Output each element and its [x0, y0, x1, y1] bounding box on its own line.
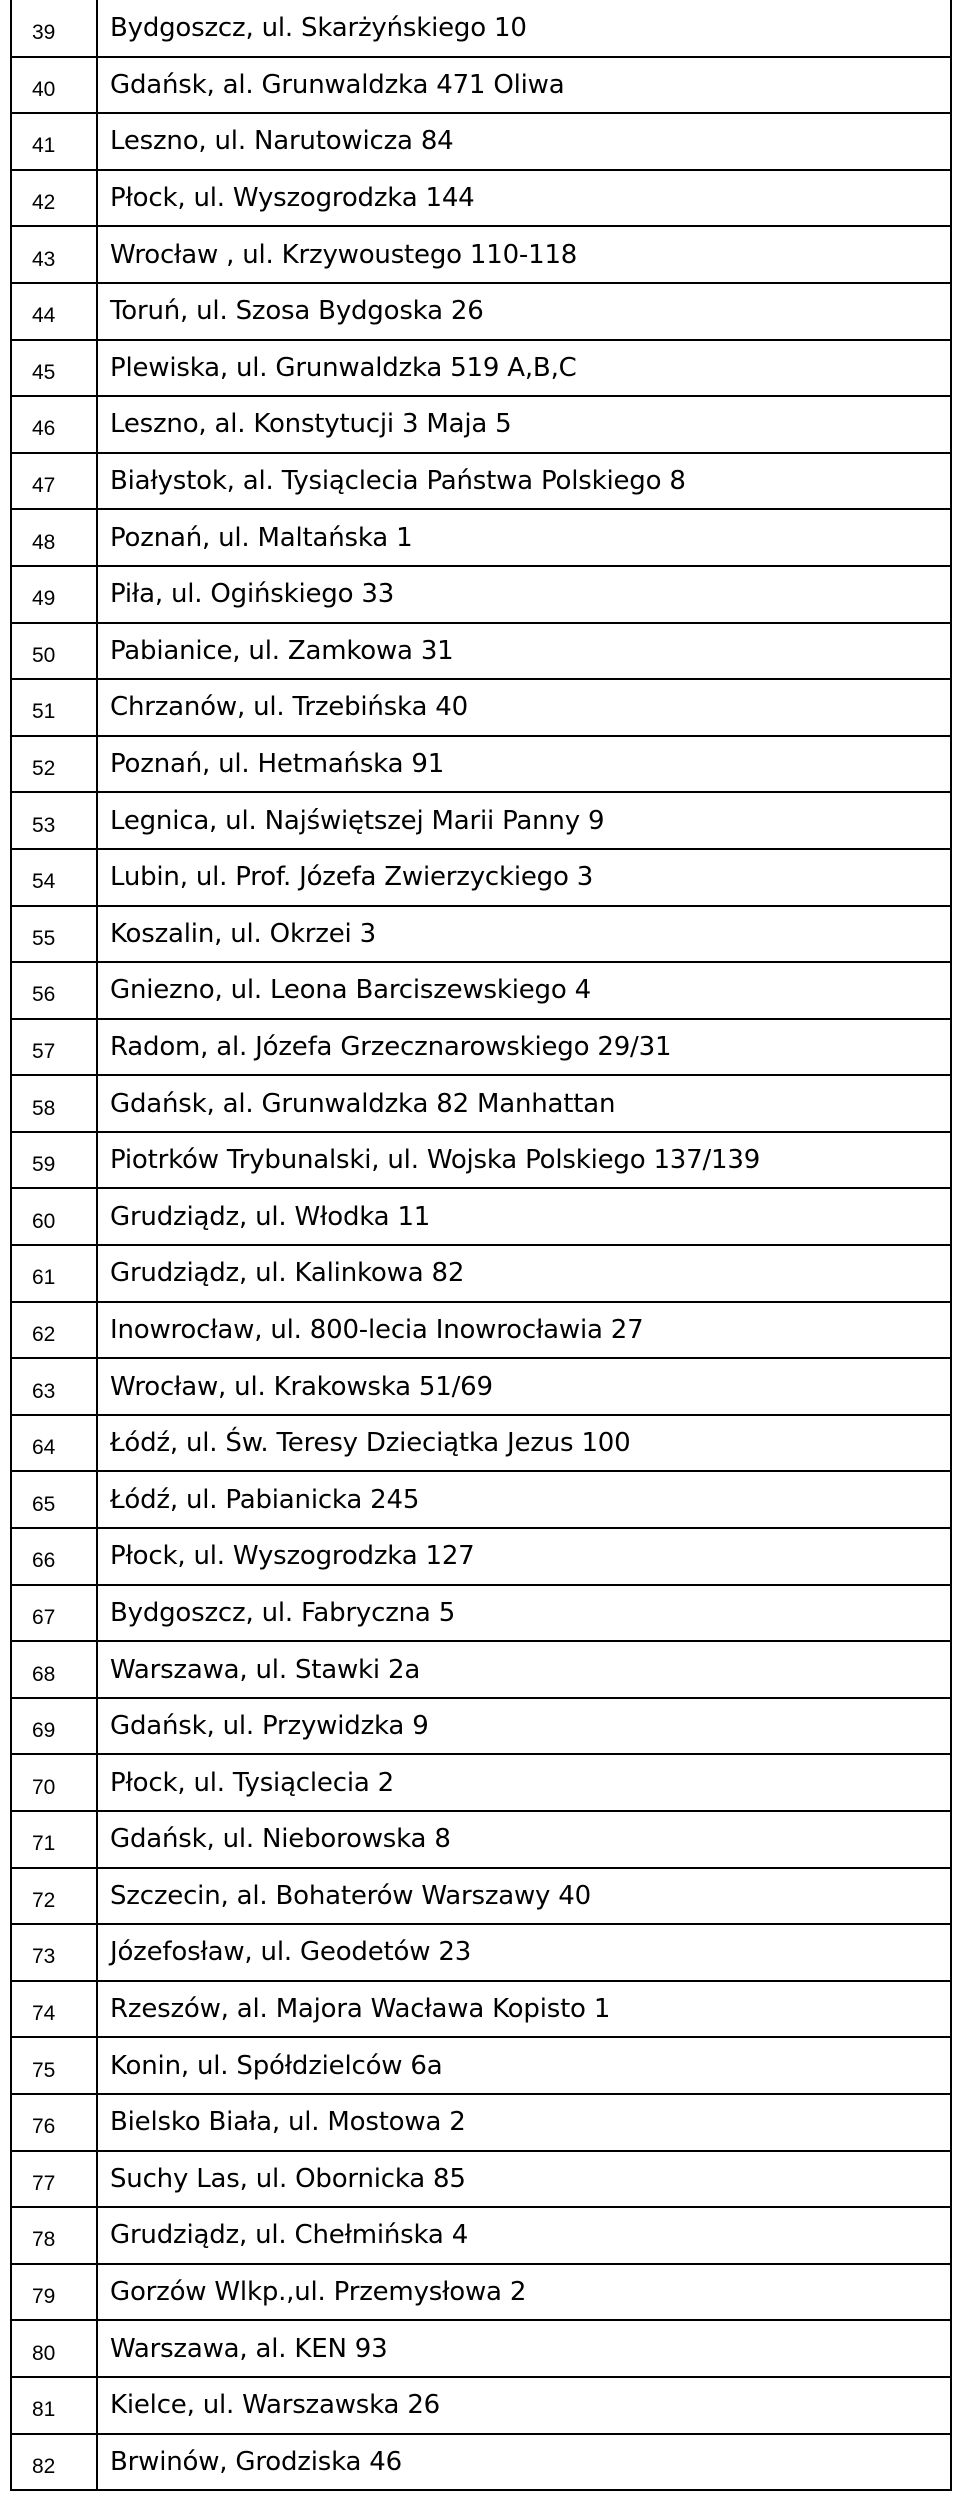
locations-table: [10, 0, 952, 2491]
table-row: [11, 1754, 951, 1811]
row-address: Gdańsk, al. Grunwaldzka 82 Manhattan: [97, 1075, 951, 1132]
row-address: Szczecin, al. Bohaterów Warszawy 40: [97, 1868, 951, 1925]
table-row: [11, 1245, 951, 1302]
row-number: 47: [11, 453, 97, 510]
row-number: 50: [11, 623, 97, 680]
row-address: Konin, ul. Spółdzielców 6a: [97, 2037, 951, 2094]
table-row: [11, 679, 951, 736]
row-address: Gdańsk, ul. Przywidzka 9: [97, 1698, 951, 1755]
row-address: Brwinów, Grodziska 46: [97, 2434, 951, 2491]
row-number: 56: [11, 962, 97, 1019]
row-address: Piła, ul. Ogińskiego 33: [97, 566, 951, 623]
table-row: [11, 1528, 951, 1585]
table-row: [11, 0, 951, 57]
row-number: 53: [11, 792, 97, 849]
row-address: Inowrocław, ul. 800-lecia Inowrocławia 27: [97, 1302, 951, 1359]
table-row: [11, 1471, 951, 1528]
table-row: [11, 962, 951, 1019]
table-row: [11, 2434, 951, 2491]
row-address: Grudziądz, ul. Chełmińska 4: [97, 2207, 951, 2264]
table-row: [11, 566, 951, 623]
row-number: 74: [11, 1981, 97, 2038]
row-number: 62: [11, 1302, 97, 1359]
table-row: [11, 1358, 951, 1415]
row-address: Piotrków Trybunalski, ul. Wojska Polskiego 137/139: [97, 1132, 951, 1189]
row-address: Legnica, ul. Najświętszej Marii Panny 9: [97, 792, 951, 849]
table-row: [11, 2207, 951, 2264]
table-row: [11, 1075, 951, 1132]
row-number: 59: [11, 1132, 97, 1189]
row-number: 44: [11, 283, 97, 340]
table-row: [11, 2377, 951, 2434]
row-number: 79: [11, 2264, 97, 2321]
table-row: [11, 2264, 951, 2321]
table-row: [11, 906, 951, 963]
row-address: Gniezno, ul. Leona Barciszewskiego 4: [97, 962, 951, 1019]
table-row: [11, 509, 951, 566]
row-address: Pabianice, ul. Zamkowa 31: [97, 623, 951, 680]
row-number: 75: [11, 2037, 97, 2094]
row-number: 69: [11, 1698, 97, 1755]
table-row: [11, 1981, 951, 2038]
table-row: [11, 623, 951, 680]
table-row: [11, 1868, 951, 1925]
row-address: Bydgoszcz, ul. Skarżyńskiego 10: [97, 0, 951, 57]
row-address: Grudziądz, ul. Kalinkowa 82: [97, 1245, 951, 1302]
row-address: Łódź, ul. Pabianicka 245: [97, 1471, 951, 1528]
row-number: 64: [11, 1415, 97, 1472]
row-number: 71: [11, 1811, 97, 1868]
row-number: 39: [11, 0, 97, 57]
row-address: Poznań, ul. Hetmańska 91: [97, 736, 951, 793]
table-row: [11, 340, 951, 397]
row-number: 66: [11, 1528, 97, 1585]
table-row: [11, 1811, 951, 1868]
table-row: [11, 1302, 951, 1359]
row-address: Chrzanów, ul. Trzebińska 40: [97, 679, 951, 736]
row-address: Łódź, ul. Św. Teresy Dzieciątka Jezus 100: [97, 1415, 951, 1472]
row-address: Rzeszów, al. Majora Wacława Kopisto 1: [97, 1981, 951, 2038]
row-number: 42: [11, 170, 97, 227]
row-address: Grudziądz, ul. Włodka 11: [97, 1188, 951, 1245]
row-address: Wrocław, ul. Krakowska 51/69: [97, 1358, 951, 1415]
row-address: Radom, al. Józefa Grzecznarowskiego 29/31: [97, 1019, 951, 1076]
row-address: Wrocław , ul. Krzywoustego 110-118: [97, 226, 951, 283]
row-number: 81: [11, 2377, 97, 2434]
row-address: Suchy Las, ul. Obornicka 85: [97, 2151, 951, 2208]
row-number: 68: [11, 1641, 97, 1698]
row-number: 57: [11, 1019, 97, 1076]
row-address: Gorzów Wlkp.,ul. Przemysłowa 2: [97, 2264, 951, 2321]
row-number: 45: [11, 340, 97, 397]
table-row: [11, 113, 951, 170]
row-address: Płock, ul. Tysiąclecia 2: [97, 1754, 951, 1811]
row-number: 55: [11, 906, 97, 963]
row-number: 40: [11, 57, 97, 114]
row-number: 60: [11, 1188, 97, 1245]
table-row: [11, 1924, 951, 1981]
row-number: 54: [11, 849, 97, 906]
row-address: Leszno, ul. Narutowicza 84: [97, 113, 951, 170]
row-number: 65: [11, 1471, 97, 1528]
row-number: 70: [11, 1754, 97, 1811]
row-number: 82: [11, 2434, 97, 2491]
table-row: [11, 2037, 951, 2094]
row-number: 76: [11, 2094, 97, 2151]
row-number: 48: [11, 509, 97, 566]
row-number: 67: [11, 1585, 97, 1642]
table-row: [11, 792, 951, 849]
row-number: 49: [11, 566, 97, 623]
row-number: 41: [11, 113, 97, 170]
row-number: 72: [11, 1868, 97, 1925]
locations-table-body: [11, 0, 951, 2490]
row-address: Kielce, ul. Warszawska 26: [97, 2377, 951, 2434]
row-address: Warszawa, ul. Stawki 2a: [97, 1641, 951, 1698]
row-address: Bielsko Biała, ul. Mostowa 2: [97, 2094, 951, 2151]
table-row: [11, 226, 951, 283]
table-row: [11, 283, 951, 340]
table-row: [11, 453, 951, 510]
table-row: [11, 396, 951, 453]
table-row: [11, 1019, 951, 1076]
table-row: [11, 1132, 951, 1189]
row-address: Gdańsk, al. Grunwaldzka 471 Oliwa: [97, 57, 951, 114]
row-number: 80: [11, 2320, 97, 2377]
row-number: 61: [11, 1245, 97, 1302]
row-address: Lubin, ul. Prof. Józefa Zwierzyckiego 3: [97, 849, 951, 906]
table-row: [11, 2320, 951, 2377]
table-row: [11, 1698, 951, 1755]
row-address: Płock, ul. Wyszogrodzka 127: [97, 1528, 951, 1585]
row-number: 63: [11, 1358, 97, 1415]
row-number: 58: [11, 1075, 97, 1132]
table-row: [11, 1415, 951, 1472]
row-address: Koszalin, ul. Okrzei 3: [97, 906, 951, 963]
row-number: 73: [11, 1924, 97, 1981]
row-address: Poznań, ul. Maltańska 1: [97, 509, 951, 566]
row-number: 77: [11, 2151, 97, 2208]
table-row: [11, 1188, 951, 1245]
table-row: [11, 57, 951, 114]
row-address: Warszawa, al. KEN 93: [97, 2320, 951, 2377]
table-row: [11, 2094, 951, 2151]
row-number: 43: [11, 226, 97, 283]
row-address: Toruń, ul. Szosa Bydgoska 26: [97, 283, 951, 340]
table-row: [11, 1585, 951, 1642]
row-address: Leszno, al. Konstytucji 3 Maja 5: [97, 396, 951, 453]
row-number: 46: [11, 396, 97, 453]
row-address: Gdańsk, ul. Nieborowska 8: [97, 1811, 951, 1868]
row-address: Józefosław, ul. Geodetów 23: [97, 1924, 951, 1981]
table-row: [11, 849, 951, 906]
row-address: Płock, ul. Wyszogrodzka 144: [97, 170, 951, 227]
table-row: [11, 2151, 951, 2208]
row-address: Białystok, al. Tysiąclecia Państwa Polskiego 8: [97, 453, 951, 510]
row-number: 52: [11, 736, 97, 793]
row-number: 78: [11, 2207, 97, 2264]
row-number: 51: [11, 679, 97, 736]
row-address: Plewiska, ul. Grunwaldzka 519 A,B,C: [97, 340, 951, 397]
table-row: [11, 736, 951, 793]
table-row: [11, 1641, 951, 1698]
table-row: [11, 170, 951, 227]
row-address: Bydgoszcz, ul. Fabryczna 5: [97, 1585, 951, 1642]
